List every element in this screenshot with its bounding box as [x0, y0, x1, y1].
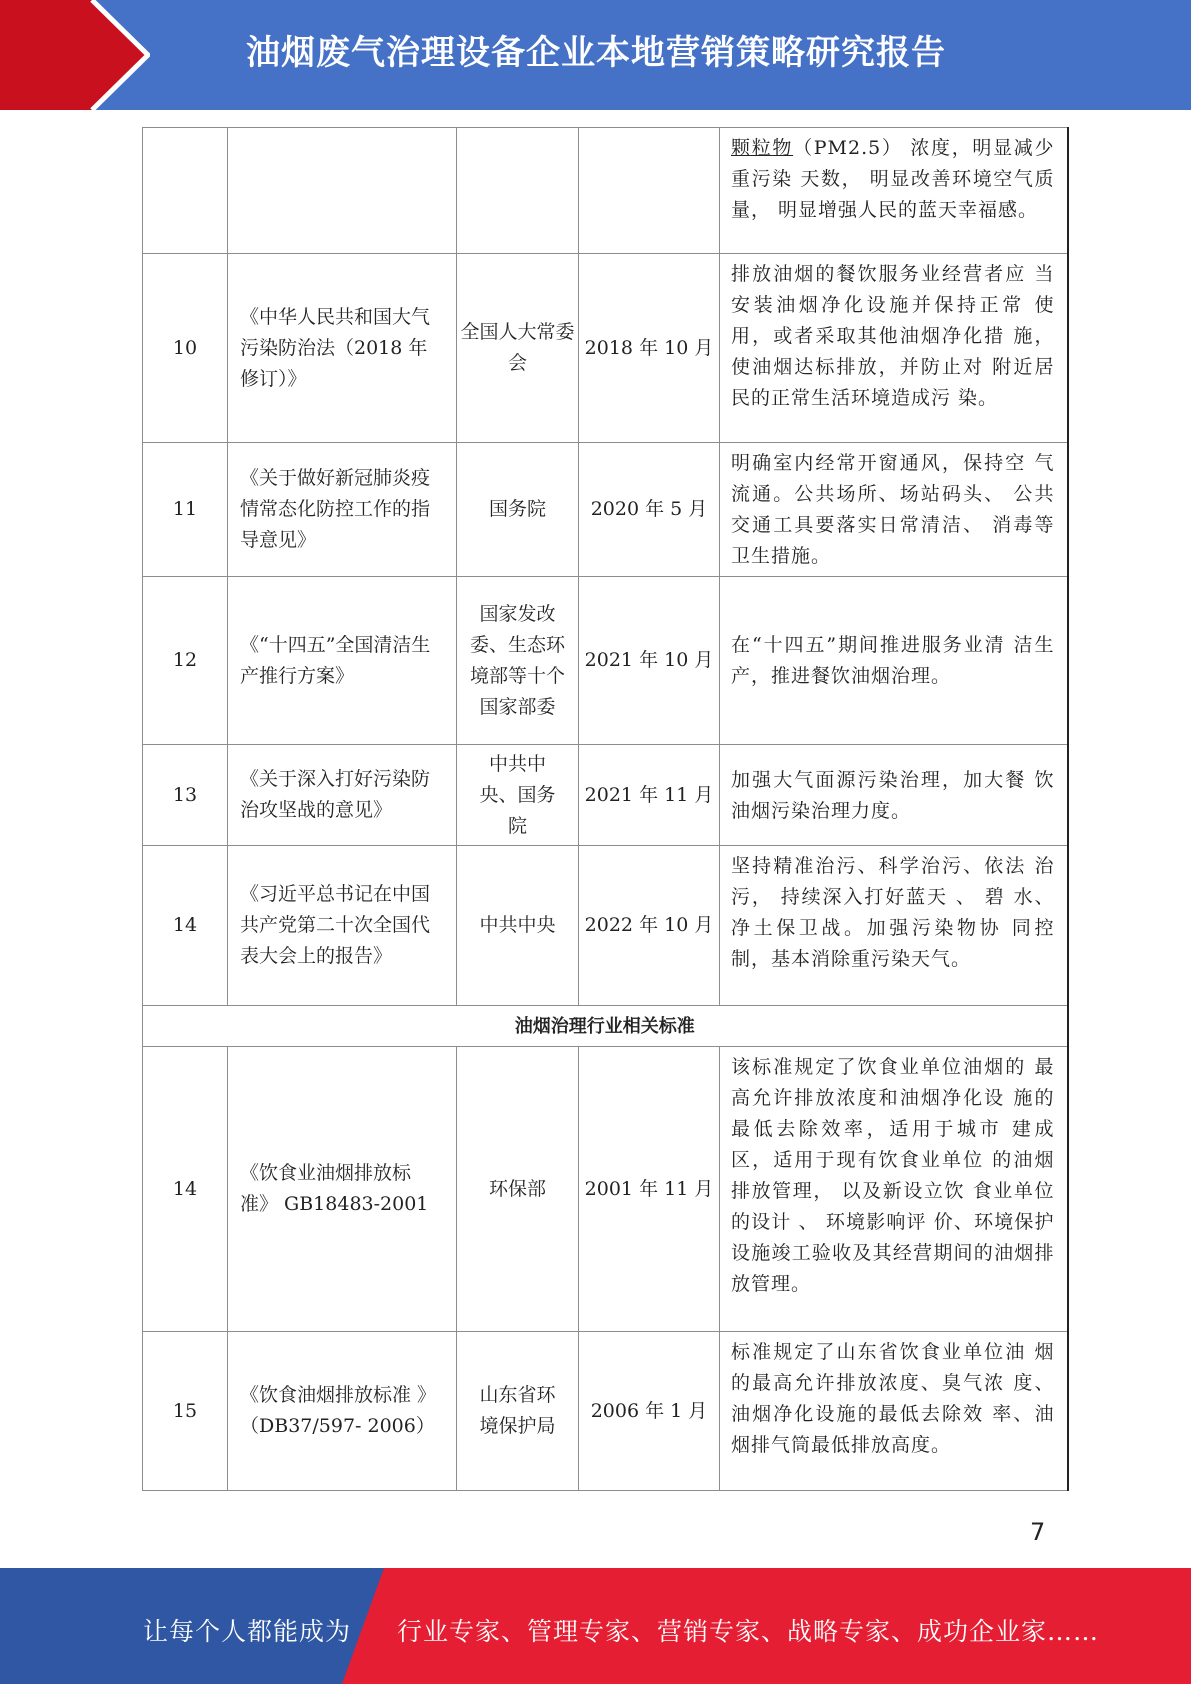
footer-slogan-left: 让每个人都能成为	[143, 1617, 352, 1646]
issue-date: 2018 年 10 月	[579, 254, 720, 443]
issuer: 中共中央	[457, 846, 579, 1006]
requirement: 排放油烟的餐饮服务业经营者应 当安装油烟净化设施并保持正常 使用，或者采取其他油烟净化措 施，使油烟达标排放，并防止对 附近居民的正常生活环境造成污 染。	[720, 254, 1068, 443]
section-title: 油烟治理行业相关标准	[143, 1006, 1068, 1047]
issuer: 全国人大常委会	[457, 254, 579, 443]
table-row	[143, 1332, 1068, 1491]
law-name: 《中华人民共和国大气污染防治法（2018 年修订）》	[228, 254, 457, 443]
row-number: 10	[143, 254, 228, 443]
standard-name: 《饮食业油烟排放标 准》 GB18483-2001	[228, 1047, 457, 1332]
requirement: 在“十四五”期间推进服务业清 洁生产，推进餐饮油烟治理。	[720, 577, 1068, 745]
page-number: 7	[1030, 1518, 1046, 1546]
report-title: 油烟废气治理设备企业本地营销策略研究报告	[246, 33, 946, 73]
footer-slogan-right: 行业专家、管理专家、营销专家、战略专家、成功企业家……	[397, 1617, 1100, 1646]
standard-name: 《饮食油烟排放标准 》 （DB37/597- 2006）	[228, 1332, 457, 1491]
issue-date	[579, 128, 720, 254]
requirement-text: （PM2.5） 浓度，明显减少重污染 天数， 明显改善环境空气质量， 明显增强人民的蓝天幸福感。	[731, 137, 1055, 221]
requirement	[720, 128, 1068, 254]
row-number: 11	[143, 443, 228, 577]
issuer: 国家发改委、生态环境部等十个国家部委	[457, 577, 579, 745]
red-chevron-icon	[0, 0, 150, 110]
law-name: 《习近平总书记在中国共产党第二十次全国代表大会上的报告》	[228, 846, 457, 1006]
row-number: 12	[143, 577, 228, 745]
issuer: 中共中央、国务院	[457, 745, 579, 846]
table-row	[143, 745, 1068, 846]
table-row	[143, 443, 1068, 577]
row-number: 14	[143, 1047, 228, 1332]
issue-date: 2006 年 1 月	[579, 1332, 720, 1491]
table-row	[143, 254, 1068, 443]
issue-date: 2001 年 11 月	[579, 1047, 720, 1332]
issuer	[457, 128, 579, 254]
law-name	[228, 128, 457, 254]
requirement: 加强大气面源污染治理，加大餐 饮油烟污染治理力度。	[720, 745, 1068, 846]
row-number	[143, 128, 228, 254]
requirement: 该标准规定了饮食业单位油烟的 最高允许排放浓度和油烟净化设 施的最低去除效率，适用于城市 建成区，适用于现有饮食业单位 的油烟排放管理， 以及新设立饮 食业单位的设计 、 环境影响评 价、环境保护设施竣工验收及其经营期间的油烟排放管理。	[720, 1047, 1068, 1332]
law-name: 《“十四五”全国清洁生产推行方案》	[228, 577, 457, 745]
issue-date: 2022 年 10 月	[579, 846, 720, 1006]
section-row	[143, 1006, 1068, 1047]
policy-table	[142, 127, 1069, 1491]
table-row	[143, 128, 1068, 254]
row-number: 13	[143, 745, 228, 846]
requirement: 标准规定了山东省饮食业单位油 烟的最高允许排放浓度、臭气浓 度、油烟净化设施的最低去除效 率、油烟排气筒最低排放高度。	[720, 1332, 1068, 1491]
page-header	[0, 0, 1191, 110]
issuer: 环保部	[457, 1047, 579, 1332]
row-number: 15	[143, 1332, 228, 1491]
issue-date: 2021 年 10 月	[579, 577, 720, 745]
issuer: 山东省环境保护局	[457, 1332, 579, 1491]
requirement-underlined: 颗粒物	[731, 137, 794, 159]
table-row	[143, 577, 1068, 745]
requirement: 坚持精准治污、科学治污、依法 治污， 持续深入打好蓝天 、 碧 水、净土保卫战。加强污染物协 同控制，基本消除重污染天气。	[720, 846, 1068, 1006]
table-row	[143, 846, 1068, 1006]
law-name: 《关于做好新冠肺炎疫情常态化防控工作的指导意见》	[228, 443, 457, 577]
row-number: 14	[143, 846, 228, 1006]
issuer: 国务院	[457, 443, 579, 577]
law-name: 《关于深入打好污染防治攻坚战的意见》	[228, 745, 457, 846]
issue-date: 2020 年 5 月	[579, 443, 720, 577]
requirement: 明确室内经常开窗通风，保持空 气流通。公共场所、场站码头、 公共交通工具要落实日常清洁、 消毒等卫生措施。	[720, 443, 1068, 577]
table-row	[143, 1047, 1068, 1332]
issue-date: 2021 年 11 月	[579, 745, 720, 846]
